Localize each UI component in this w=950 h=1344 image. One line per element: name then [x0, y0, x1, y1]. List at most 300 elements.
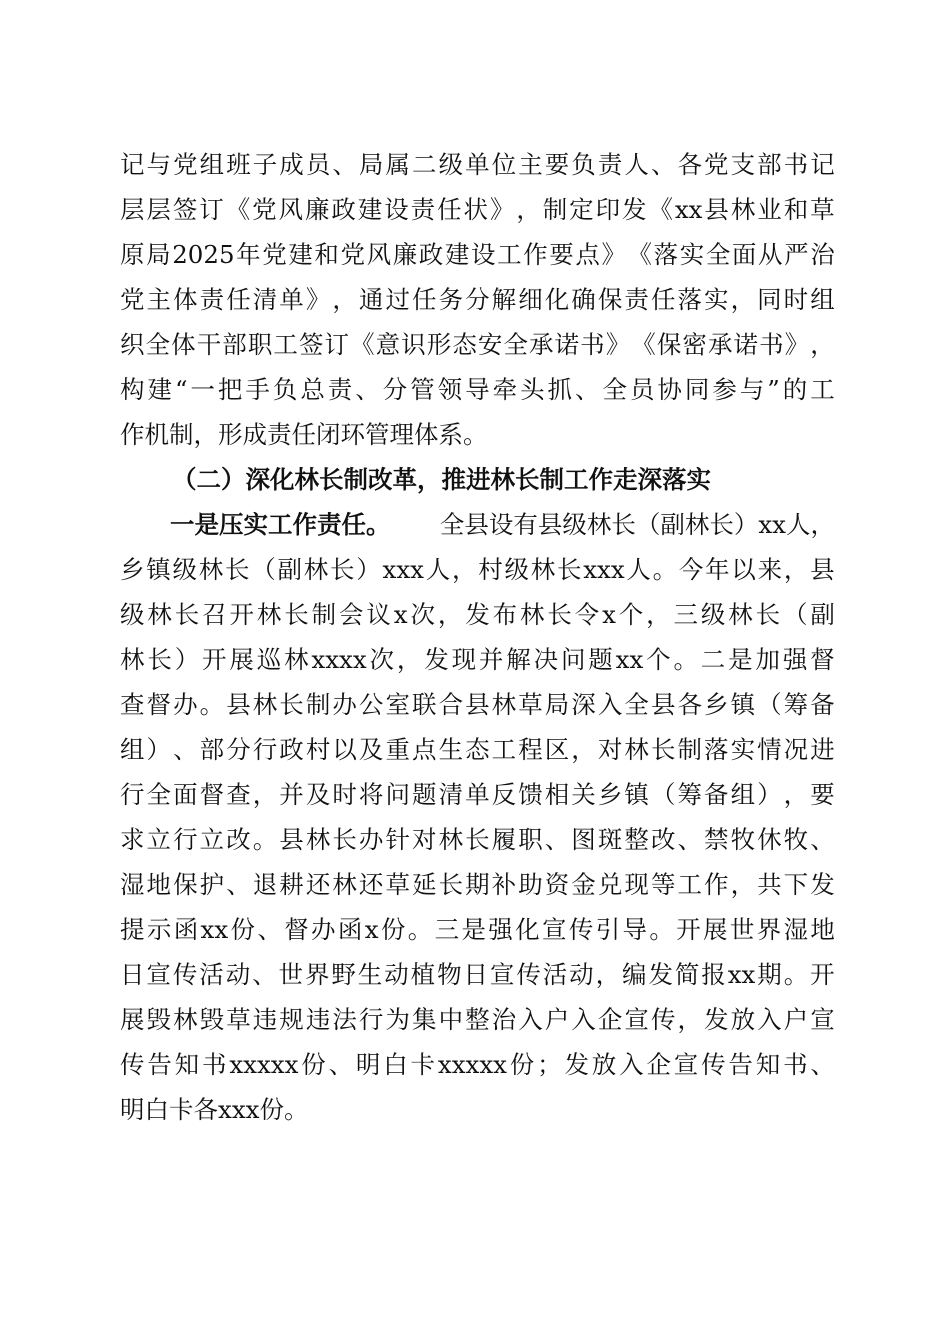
- text-char: 法: [332, 1005, 357, 1034]
- text-char: 还: [305, 870, 331, 899]
- text-char: 期: [757, 960, 782, 989]
- text-char: 从: [758, 240, 783, 269]
- text-char: 进: [810, 735, 835, 764]
- text-line: [120, 772, 835, 817]
- text-char: 手: [245, 375, 270, 404]
- text-char: 层: [146, 195, 171, 224]
- text-char: 。: [407, 915, 433, 944]
- text-char: 承: [707, 330, 733, 359]
- text-char: 行: [173, 825, 198, 854]
- text-char: 地: [146, 870, 172, 899]
- text-char: 份: [301, 1050, 326, 1079]
- text-char: xxxxx: [229, 1050, 299, 1079]
- text-char: 查: [226, 780, 251, 809]
- text-char: 助: [518, 870, 543, 899]
- paragraph-responsibility-system: [120, 142, 835, 457]
- text-char: 、: [810, 1050, 835, 1079]
- text-char: 界: [304, 960, 330, 989]
- text-char: 书: [201, 1050, 227, 1079]
- text-char: 查: [120, 690, 145, 719]
- text-char: 分: [226, 735, 251, 764]
- text-char: 联: [412, 690, 437, 719]
- text-char: 落: [653, 240, 679, 269]
- text-char: 二: [412, 150, 437, 179]
- text-char: 2025: [172, 240, 235, 269]
- text-char: （: [251, 555, 276, 584]
- text-char: 界: [756, 915, 782, 944]
- text-char: 全: [146, 780, 172, 809]
- text-char: 成: [279, 150, 304, 179]
- text-char: 《: [225, 195, 251, 224]
- text-char: 《: [627, 240, 653, 269]
- text-char: 《: [350, 330, 375, 359]
- text-char: 林: [120, 645, 145, 674]
- text-char: 林: [332, 870, 357, 899]
- text-char: 放: [591, 1050, 617, 1079]
- text-char: 体: [173, 285, 198, 314]
- text-char: 状: [463, 195, 488, 224]
- text-char: 草: [518, 690, 543, 719]
- section-heading-text: （二）深化林长制改革，推进林长制工作走深落实: [172, 465, 711, 494]
- text-line: [120, 637, 835, 682]
- text-char: 领: [437, 375, 463, 404]
- text-char: 牧: [730, 825, 756, 854]
- text-char: 长: [755, 600, 781, 629]
- text-char: 全: [602, 375, 627, 404]
- text-char: 履: [491, 825, 517, 854]
- text-char: 现: [624, 870, 649, 899]
- text-char: 工: [677, 870, 702, 899]
- text-char: （: [650, 780, 676, 809]
- text-char: 职: [518, 825, 543, 854]
- text-char: 党: [120, 285, 145, 314]
- text-char: 对: [412, 825, 437, 854]
- text-char: 落: [704, 735, 729, 764]
- text-char: 休: [757, 825, 782, 854]
- text-char: ，: [451, 555, 477, 584]
- text-char: 《: [648, 195, 673, 224]
- text-char: 任: [650, 285, 676, 314]
- text-char: 集: [412, 1005, 437, 1034]
- text-char: 发: [564, 1050, 589, 1079]
- text-char: 部: [199, 735, 225, 764]
- text-char: ”: [767, 375, 780, 404]
- text-char: ，: [571, 735, 596, 764]
- text-line: [120, 952, 835, 997]
- text-char: 县: [650, 690, 676, 719]
- text-char: 主: [518, 150, 543, 179]
- text-char: 毁: [199, 1005, 225, 1034]
- text-char: 资: [544, 870, 570, 899]
- text-char: 图: [571, 825, 596, 854]
- text-char: 通: [358, 285, 384, 314]
- text-char: 与: [146, 150, 172, 179]
- text-char: ）: [174, 645, 200, 674]
- text-char: 》: [784, 330, 810, 359]
- text-char: 立: [199, 825, 225, 854]
- text-line: [120, 367, 835, 412]
- text-char: 督: [199, 780, 225, 809]
- text-char: 个: [618, 600, 644, 629]
- text-char: xx: [674, 195, 703, 224]
- text-char: 立: [146, 825, 172, 854]
- text-char: 订: [199, 195, 224, 224]
- text-char: 。: [252, 825, 278, 854]
- text-char: 反: [491, 780, 517, 809]
- text-char: 长: [147, 645, 172, 674]
- text-char: 改: [650, 825, 676, 854]
- text-char: 开: [810, 960, 835, 989]
- text-char: 督: [284, 915, 309, 944]
- text-line: [120, 547, 835, 592]
- text-char: 合: [438, 690, 464, 719]
- text-line-content: 全县设有县级林长（副林长）xx人，: [439, 510, 835, 539]
- text-char: 书: [783, 150, 809, 179]
- text-char: 并: [279, 780, 304, 809]
- text-char: 违: [252, 1005, 278, 1034]
- text-char: 议: [366, 600, 391, 629]
- text-char: 责: [199, 285, 225, 314]
- text-char: 记: [810, 150, 835, 179]
- text-char: 安: [477, 330, 503, 359]
- text-char: 时: [332, 780, 357, 809]
- text-char: 办: [358, 825, 384, 854]
- text-char: 村: [478, 555, 503, 584]
- text-char: 建: [444, 240, 470, 269]
- text-char: 全: [705, 240, 731, 269]
- text-char: 织: [120, 330, 145, 359]
- text-char: 。: [783, 960, 809, 989]
- text-char: 针: [385, 825, 410, 854]
- text-char: 廉: [304, 195, 330, 224]
- text-char: 级: [700, 600, 726, 629]
- text-char: 》: [489, 195, 515, 224]
- text-char: 宣: [624, 1005, 649, 1034]
- text-char: 林: [305, 825, 331, 854]
- text-char: 密: [682, 330, 707, 359]
- text-char: 次: [410, 600, 435, 629]
- text-char: 入: [757, 1005, 782, 1034]
- text-char: 宣: [146, 960, 171, 989]
- text-char: 活: [542, 960, 568, 989]
- text-char: 党: [252, 195, 277, 224]
- text-char: 导: [622, 915, 647, 944]
- text-char: 单: [279, 285, 304, 314]
- text-char: ，: [783, 780, 809, 809]
- text-char: 题: [412, 780, 437, 809]
- text-char: 牵: [492, 375, 518, 404]
- text-char: 保: [173, 870, 198, 899]
- text-line-content: 明白卡各xxx份。: [120, 1095, 309, 1124]
- text-char: 督: [810, 645, 835, 674]
- text-char: 关: [571, 780, 596, 809]
- text-char: 次: [369, 645, 395, 674]
- text-char: 传: [120, 1050, 145, 1079]
- text-char: 清: [252, 285, 278, 314]
- text-char: 改: [226, 825, 251, 854]
- text-char: ，: [437, 600, 463, 629]
- text-char: 镇: [730, 690, 756, 719]
- text-char: 局: [544, 690, 570, 719]
- text-char: 将: [358, 780, 384, 809]
- text-char: （: [757, 690, 782, 719]
- text-char: 诺: [554, 330, 580, 359]
- text-char: 是: [461, 915, 486, 944]
- text-char: 中: [438, 1005, 464, 1034]
- text-char: 林: [491, 690, 517, 719]
- text-char: 长: [330, 555, 355, 584]
- text-char: 人: [626, 555, 651, 584]
- text-char: 记: [120, 150, 145, 179]
- text-char: 责: [410, 195, 436, 224]
- text-char: 开: [202, 645, 227, 674]
- text-char: 函: [337, 915, 363, 944]
- text-char: 林: [284, 645, 309, 674]
- text-char: 展: [120, 1005, 145, 1034]
- text-char: 工: [491, 735, 517, 764]
- text-char: 过: [385, 285, 410, 314]
- text-char: 级: [504, 555, 529, 584]
- text-char: 要: [549, 240, 574, 269]
- text-char: 题: [588, 645, 613, 674]
- text-char: 林: [530, 555, 556, 584]
- text-char: 二: [700, 645, 726, 674]
- text-line: [120, 1042, 835, 1087]
- text-char: 兑: [597, 870, 623, 899]
- text-char: 共: [757, 870, 782, 899]
- text-char: 制: [542, 195, 568, 224]
- text-char: 地: [810, 915, 835, 944]
- text-char: 长: [556, 555, 582, 584]
- text-char: 强: [782, 645, 808, 674]
- text-char: 要: [810, 780, 835, 809]
- text-char: 层: [120, 195, 145, 224]
- text-char: 。: [673, 645, 698, 674]
- text-char: 生: [357, 960, 383, 989]
- text-char: 党: [262, 240, 287, 269]
- text-char: 责: [597, 150, 623, 179]
- text-char: 及: [358, 735, 384, 764]
- text-char: ，: [810, 330, 835, 359]
- text-char: 保: [597, 285, 623, 314]
- text-char: 单: [465, 780, 490, 809]
- text-char: 开: [676, 915, 701, 944]
- text-char: 野: [331, 960, 356, 989]
- text-char: 诺: [733, 330, 758, 359]
- text-char: 强: [488, 915, 513, 944]
- text-char: 责: [624, 285, 649, 314]
- text-char: 组: [730, 780, 756, 809]
- text-char: ）: [356, 555, 381, 584]
- text-char: 及: [305, 780, 331, 809]
- text-char: 发: [622, 195, 647, 224]
- text-char: 干: [196, 330, 222, 359]
- text-char: 班: [226, 150, 251, 179]
- text-char: 属: [385, 150, 410, 179]
- text-char: 林: [519, 600, 545, 629]
- text-char: 耕: [279, 870, 304, 899]
- text-char: 局: [358, 150, 384, 179]
- text-char: 制: [311, 600, 337, 629]
- text-char: 办: [311, 915, 336, 944]
- text-char: 植: [410, 960, 436, 989]
- text-char: 放: [730, 1005, 756, 1034]
- text-char: 发: [704, 1005, 729, 1034]
- text-char: 组: [810, 285, 835, 314]
- text-char: 室: [385, 690, 410, 719]
- text-char: 入: [571, 1005, 596, 1034]
- text-char: 湿: [783, 915, 809, 944]
- text-char: 》: [605, 330, 631, 359]
- text-char: ，: [595, 960, 621, 989]
- text-char: 签: [172, 195, 198, 224]
- text-char: 分: [382, 375, 408, 404]
- text-char: 廉: [392, 240, 418, 269]
- text-char: 长: [284, 600, 309, 629]
- text-char: 同: [684, 375, 710, 404]
- text-char: 下: [783, 870, 809, 899]
- text-char: 全: [624, 690, 649, 719]
- text-char: 简: [674, 960, 700, 989]
- text-char: 并: [478, 645, 504, 674]
- text-char: 、: [650, 150, 676, 179]
- text-char: 、: [328, 1050, 354, 1079]
- text-char: 解: [491, 285, 517, 314]
- text-char: 毁: [146, 1005, 172, 1034]
- text-char: 期: [465, 870, 490, 899]
- text-char: 长: [225, 555, 250, 584]
- text-char: 决: [533, 645, 559, 674]
- text-char: 级: [172, 555, 197, 584]
- text-char: 各: [677, 690, 702, 719]
- text-char: 生: [438, 735, 464, 764]
- text-char: 乡: [704, 690, 729, 719]
- text-char: 对: [597, 735, 623, 764]
- text-char: 宣: [541, 915, 567, 944]
- text-char: 清: [438, 780, 464, 809]
- text-char: 党: [704, 150, 729, 179]
- section-heading: [120, 457, 835, 502]
- text-char: 。: [199, 690, 225, 719]
- text-line-content: 作机制，形成责任闭环管理体系。: [120, 420, 488, 449]
- text-line: [120, 412, 835, 457]
- text-char: 严: [784, 240, 809, 269]
- text-char: 保: [656, 330, 682, 359]
- text-char: 、: [332, 150, 357, 179]
- text-char: 日: [463, 960, 488, 989]
- text-char: 治: [810, 240, 835, 269]
- text-char: 林: [256, 600, 282, 629]
- text-char: 工: [810, 375, 835, 404]
- text-char: 与: [739, 375, 765, 404]
- text-char: 级: [120, 600, 145, 629]
- text-char: 退: [252, 870, 278, 899]
- text-char: 定: [569, 195, 594, 224]
- text-char: 要: [544, 150, 570, 179]
- text-char: 级: [438, 150, 464, 179]
- text-char: 传: [701, 1050, 726, 1079]
- text-char: 实: [704, 285, 729, 314]
- text-char: 传: [516, 960, 541, 989]
- text-char: 县: [226, 690, 251, 719]
- text-char: 时: [783, 285, 809, 314]
- text-char: 报: [701, 960, 726, 989]
- text-char: 等: [650, 870, 676, 899]
- text-char: xxxxx: [437, 1050, 507, 1079]
- text-char: 副: [810, 600, 835, 629]
- text-char: 全: [503, 330, 528, 359]
- text-line: [120, 727, 835, 772]
- text-char: 任: [412, 285, 437, 314]
- text-char: 备: [704, 780, 729, 809]
- text-char: 禁: [704, 825, 729, 854]
- text-char: 来: [757, 555, 783, 584]
- text-line: [120, 187, 835, 232]
- text-char: 组: [120, 735, 145, 764]
- text-char: 动: [225, 960, 251, 989]
- text-char: 、: [226, 870, 251, 899]
- text-char: 展: [229, 645, 254, 674]
- text-char: 长: [174, 600, 200, 629]
- text-char: 巡: [256, 645, 282, 674]
- text-char: 问: [560, 645, 586, 674]
- text-char: 态: [465, 735, 490, 764]
- text-char: 公: [358, 690, 384, 719]
- text-char: 长: [547, 600, 572, 629]
- text-char: 入: [518, 1005, 543, 1034]
- text-char: 林: [730, 195, 756, 224]
- text-char: 书: [580, 330, 605, 359]
- text-char: 和: [314, 240, 339, 269]
- text-char: 宣: [489, 960, 515, 989]
- text-char: 设: [384, 195, 409, 224]
- text-char: 发: [810, 870, 835, 899]
- text-char: 重: [385, 735, 410, 764]
- text-char: 镇: [146, 555, 171, 584]
- text-char: 协: [657, 375, 682, 404]
- text-char: 落: [677, 285, 702, 314]
- text-char: 行: [358, 1005, 384, 1034]
- text-char: x: [393, 600, 408, 629]
- text-char: 动: [569, 960, 594, 989]
- text-char: 任: [437, 195, 462, 224]
- text-char: 程: [518, 735, 543, 764]
- text-char: 全: [145, 330, 171, 359]
- text-char: 实: [730, 735, 756, 764]
- text-char: 体: [171, 330, 196, 359]
- text-char: （: [783, 600, 808, 629]
- text-char: 企: [646, 1050, 671, 1079]
- text-char: 、: [575, 375, 600, 404]
- text-char: 、: [810, 825, 835, 854]
- text-char: 风: [278, 195, 304, 224]
- text-line: [120, 277, 835, 322]
- text-char: 发: [424, 645, 449, 674]
- text-line: [120, 907, 835, 952]
- text-char: x: [364, 915, 379, 944]
- text-line: [120, 862, 835, 907]
- text-char: 风: [366, 240, 392, 269]
- text-char: 还: [358, 870, 384, 899]
- text-char: 化: [515, 915, 540, 944]
- text-char: 书: [759, 330, 784, 359]
- text-char: 县: [704, 195, 729, 224]
- text-char: 护: [199, 870, 225, 899]
- text-char: ，: [646, 600, 671, 629]
- text-line: [120, 232, 835, 277]
- text-char: 告: [728, 1050, 753, 1079]
- text-char: 意: [375, 330, 401, 359]
